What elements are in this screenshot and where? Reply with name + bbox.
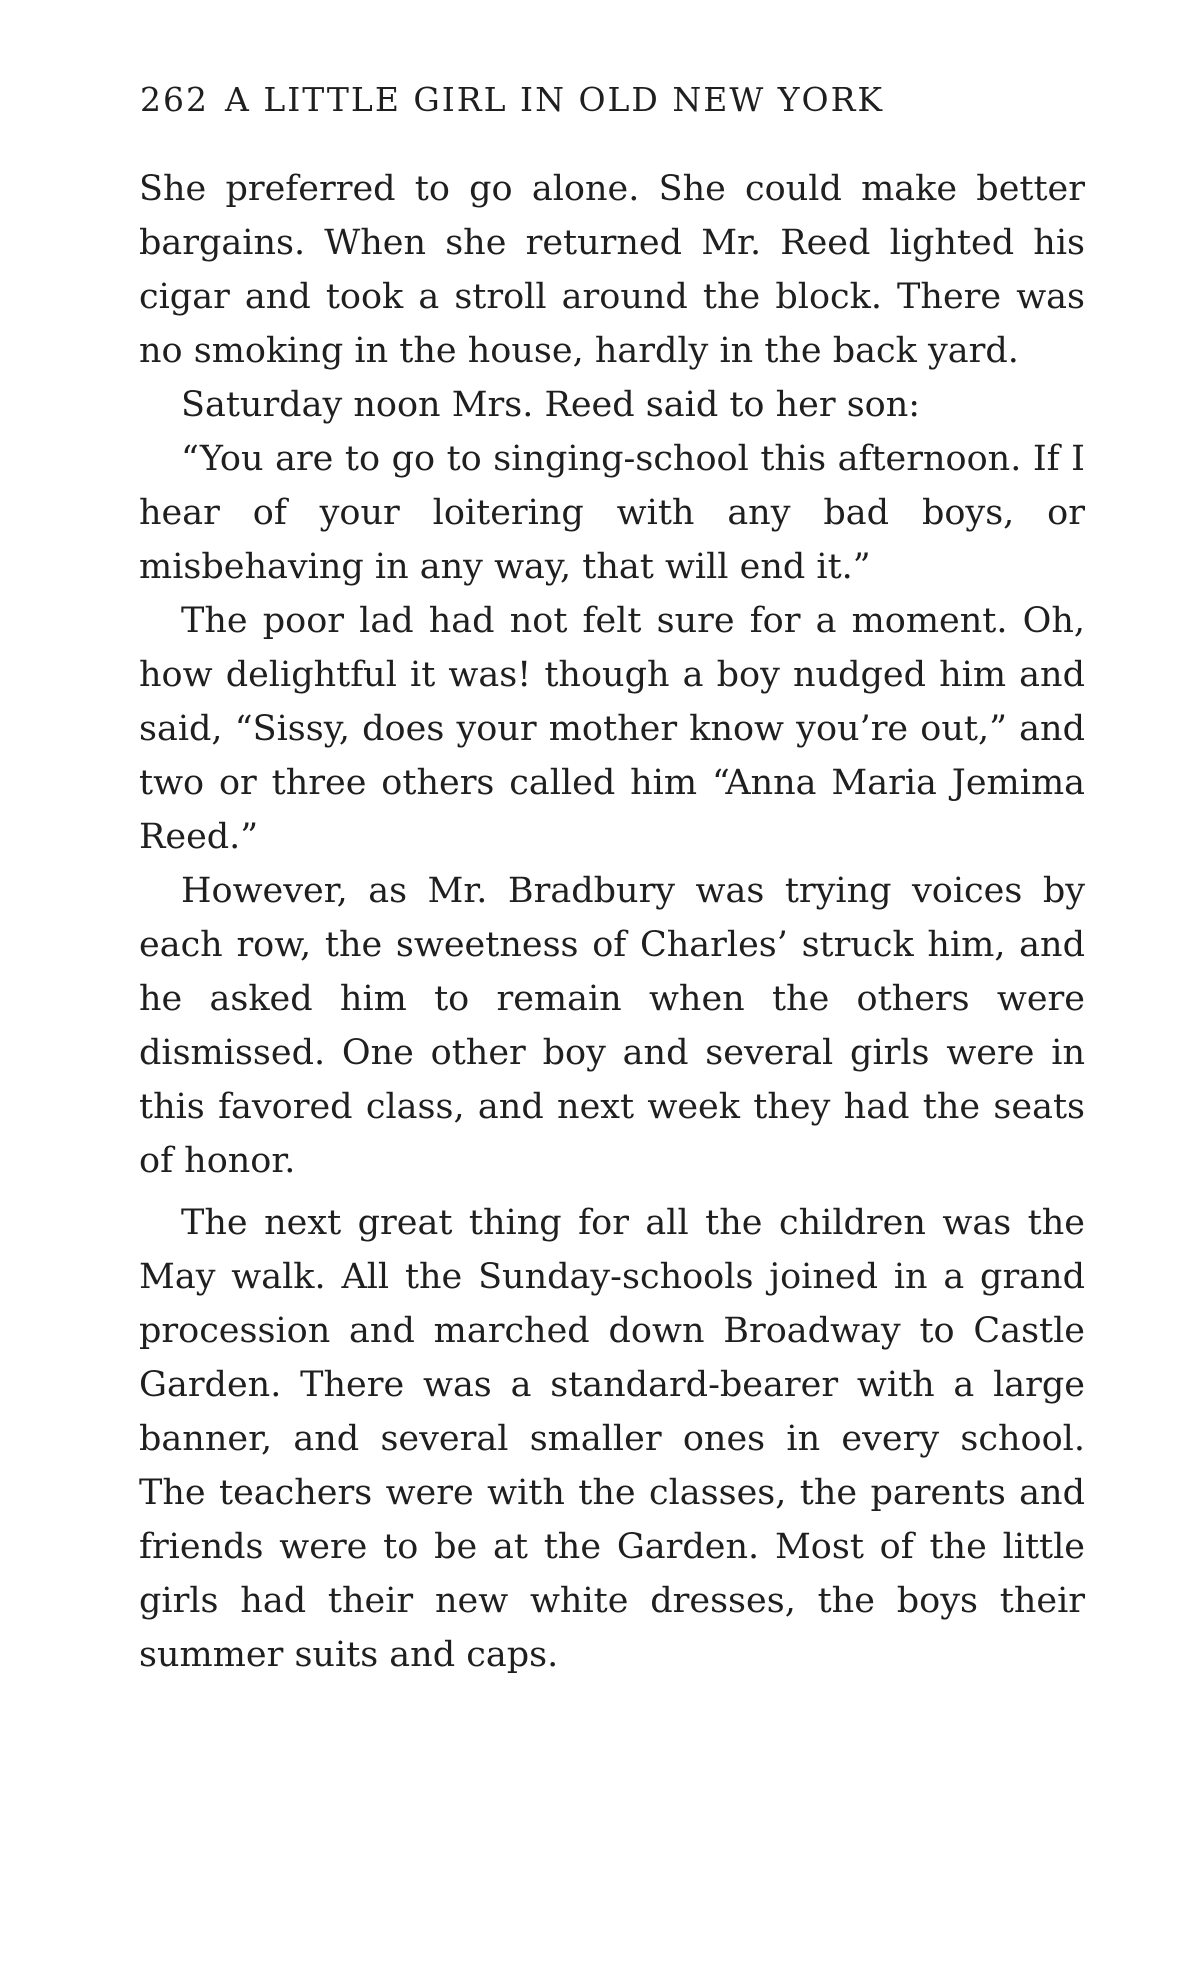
paragraph: Saturday noon Mrs. Reed said to her son: <box>181 385 921 425</box>
paragraph: The poor lad had not felt sure for a moment. Oh, how delightful it was! though a boy nudged him and said, “Sissy, does your mother know you’re out,” and two or three others called him “Anna Maria Jemima Reed.” <box>139 601 1085 857</box>
paragraph: However, as Mr. Bradbury was trying voices by each row, the sweetness of Charles’ struck him, and he asked him to remain when the others were dismissed. One other boy and several girls were in this favored class, and next week they had the seats of honor. <box>139 871 1085 1181</box>
running-title: A LITTLE GIRL IN OLD NEW YORK <box>225 80 885 119</box>
paragraph: The next great thing for all the children was the May walk. All the Sunday-schools joined in a grand procession and marched down Broadway to Castle Garden. There was a standard-bearer with a large banner, and several smaller ones in every school. The teachers were with the classes, the parents and friends were to be at the Garden. Most of the little girls had their new white dresses, the boys their summer suits and caps. <box>139 1203 1085 1675</box>
paragraph: “You are to go to singing-school this afternoon. If I hear of your loitering with any bad boys, or misbehaving in any way, that will end it.” <box>139 439 1085 587</box>
running-head <box>140 80 1100 120</box>
page-number: 262 <box>140 80 209 119</box>
paragraph: She preferred to go alone. She could make better bargains. When she returned Mr. Reed lighted his cigar and took a stroll around the block. There was no smoking in the house, hardly in the back yard. <box>139 169 1085 371</box>
body-text <box>139 162 1085 1682</box>
